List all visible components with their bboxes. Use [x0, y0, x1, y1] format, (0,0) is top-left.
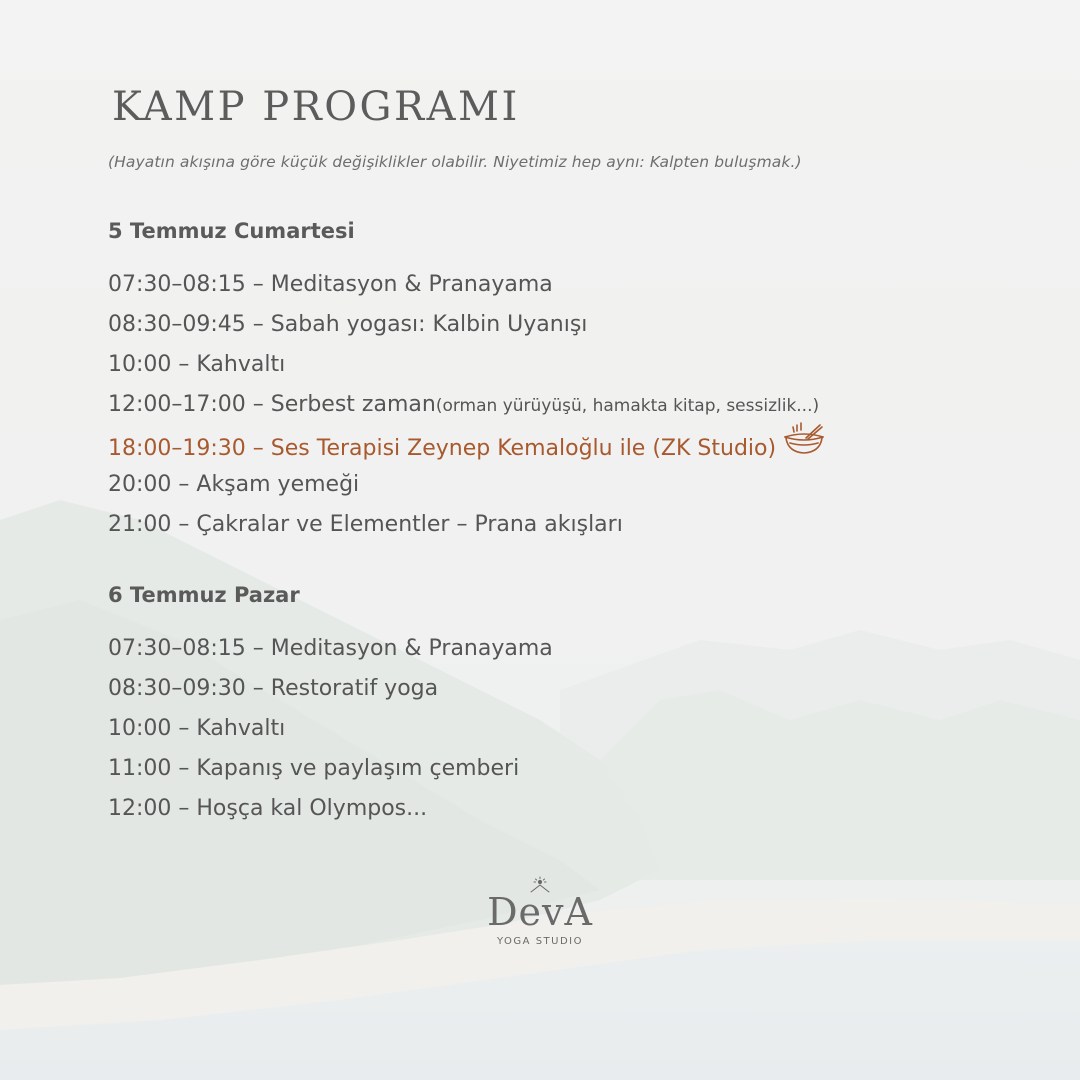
item-text: – Hoşça kal Olympos...	[171, 796, 428, 821]
item-time: 08:30–09:30	[108, 676, 246, 701]
subtitle-note: (Hayatın akışına göre küçük değişiklikler olabilir. Niyetimiz hep aynı: Kalpten buluşmak.)	[108, 153, 802, 171]
item-time: 07:30–08:15	[108, 636, 246, 661]
deva-logo	[470, 876, 610, 956]
item-text: – Meditasyon & Pranayama	[245, 272, 553, 297]
schedule-item	[108, 265, 826, 305]
logo-name: DevA	[487, 890, 593, 934]
schedule-item	[108, 345, 826, 385]
schedule-item	[108, 749, 553, 789]
schedule-list-saturday	[108, 265, 826, 545]
item-time: 12:00–17:00	[108, 392, 246, 417]
schedule-item	[108, 789, 553, 829]
item-time: 11:00	[108, 756, 172, 781]
day-title-sunday: 6 Temmuz Pazar	[108, 583, 300, 607]
schedule-item	[108, 385, 826, 425]
schedule-list-sunday	[108, 629, 553, 829]
item-time: 18:00–19:30	[108, 436, 246, 461]
item-time: 10:00	[108, 716, 172, 741]
item-text: – Akşam yemeği	[171, 472, 360, 497]
schedule-item	[108, 709, 553, 749]
logo-subtitle: YOGA STUDIO	[497, 936, 583, 947]
item-time: 07:30–08:15	[108, 272, 246, 297]
item-text: – Serbest zaman	[245, 392, 436, 417]
item-text: – Meditasyon & Pranayama	[245, 636, 553, 661]
page-title: KAMP PROGRAMI	[112, 84, 520, 130]
schedule-item	[108, 629, 553, 669]
item-time: 08:30–09:45	[108, 312, 246, 337]
item-note: (orman yürüyüşü, hamakta kitap, sessizlik...)	[435, 396, 820, 416]
item-text: – Sabah yogası: Kalbin Uyanışı	[245, 312, 588, 337]
item-text: – Kapanış ve paylaşım çemberi	[171, 756, 520, 781]
item-text: – Kahvaltı	[171, 716, 286, 741]
item-text: – Çakralar ve Elementler – Prana akışları	[171, 512, 623, 537]
schedule-item	[108, 505, 826, 545]
day-title-saturday: 5 Temmuz Cumartesi	[108, 219, 355, 243]
item-text: – Ses Terapisi Zeynep Kemaloğlu ile (ZK Studio)	[245, 436, 777, 461]
schedule-item-highlight	[108, 425, 826, 465]
item-time: 12:00	[108, 796, 172, 821]
item-text: – Kahvaltı	[171, 352, 286, 377]
schedule-item	[108, 305, 826, 345]
schedule-item	[108, 669, 553, 709]
schedule-item	[108, 465, 826, 505]
item-time: 10:00	[108, 352, 172, 377]
item-time: 20:00	[108, 472, 172, 497]
singing-bowl-icon	[782, 422, 826, 470]
item-time: 21:00	[108, 512, 172, 537]
item-text: – Restoratif yoga	[245, 676, 439, 701]
